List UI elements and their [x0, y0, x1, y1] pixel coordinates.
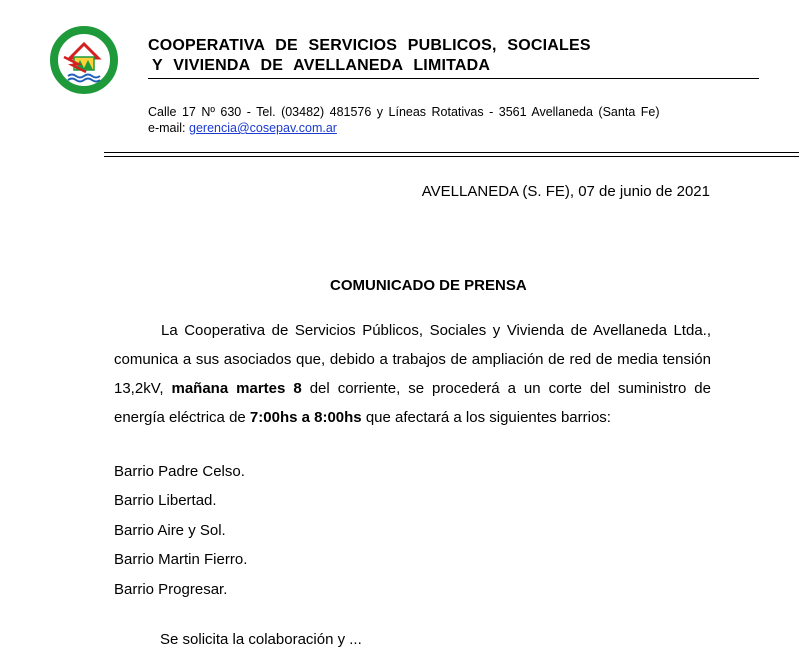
list-item: Barrio Padre Celso.	[114, 463, 245, 480]
list-item: Barrio Martin Fierro.	[114, 551, 248, 569]
email-label: e-mail:	[148, 121, 186, 135]
cooperative-logo-icon	[48, 24, 120, 96]
list-item: Barrio Libertad.	[114, 492, 217, 510]
para-text-1: La Cooperativa de Servicios Públicos, Sociales y Vivienda de Avellaneda Ltda., comunica a sus asociados que, debido a trabajos de ampliación de red de media tensión 13,2kV,	[114, 322, 711, 397]
body-paragraph	[114, 316, 711, 432]
para-bold-time: 7:00hs a 8:00hs	[249, 409, 362, 426]
organization-name-line1: COOPERATIVA DE SERVICIOS PUBLICOS, SOCIALES	[148, 37, 591, 54]
list-item: Barrio Aire y Sol.	[114, 521, 226, 539]
letterhead-divider-bottom	[104, 156, 799, 157]
cut-off-text: Se solicita la colaboración y ...	[160, 631, 362, 648]
para-bold-date: mañana martes 8	[171, 380, 302, 397]
letterhead-divider-top	[104, 152, 799, 153]
contact-email	[148, 121, 337, 135]
organization-name-line2: Y VIVIENDA DE AVELLANEDA LIMITADA	[152, 57, 491, 74]
para-text-2: del corriente, se procederá a un corte del suministro de energía eléctrica de	[114, 380, 711, 426]
barrios-list	[114, 457, 247, 604]
email-link[interactable]: gerencia@cosepav.com.ar	[189, 121, 337, 135]
header-divider	[148, 78, 759, 79]
contact-address-phone: Calle 17 Nº 630 - Tel. (03482) 481576 y Líneas Rotativas - 3561 Avellaneda (Santa Fe)	[148, 105, 660, 119]
document-date: AVELLANEDA (S. FE), 07 de junio de 2021	[421, 183, 710, 200]
list-item: Barrio Progresar.	[114, 580, 228, 598]
para-text-3: que afectará a los siguientes barrios:	[361, 409, 611, 426]
document-title: COMUNICADO DE PRENSA	[330, 277, 527, 294]
